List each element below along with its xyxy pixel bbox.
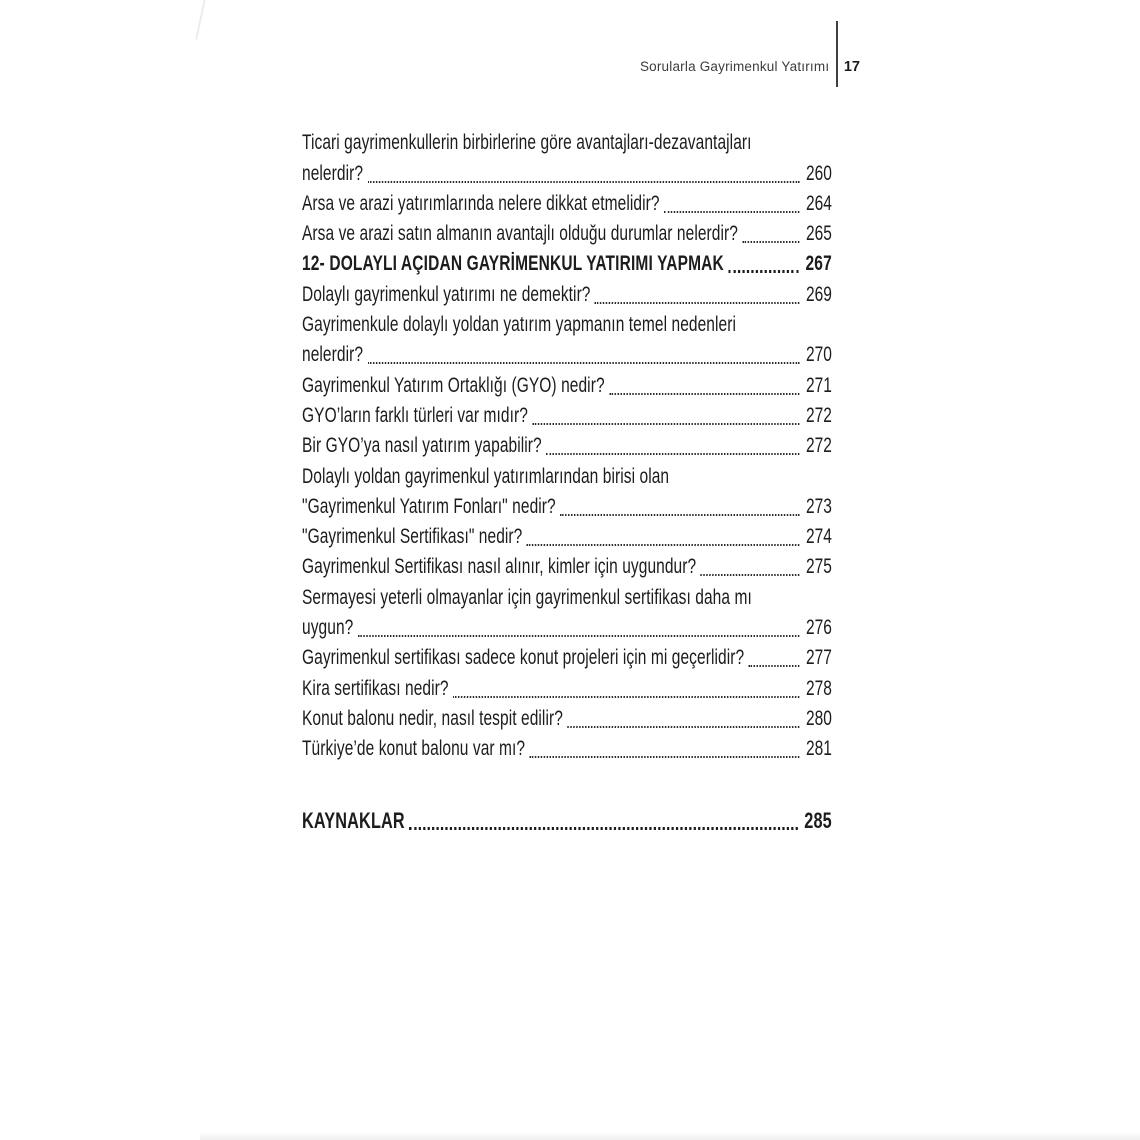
toc-entry [302, 460, 832, 521]
dot-leader [409, 827, 797, 830]
dot-leader [595, 302, 799, 304]
toc-entry-title: Arsa ve arazi satın almanın avantajlı olduğu durumlar nelerdir? [302, 222, 738, 246]
dot-leader [609, 393, 799, 395]
running-title: Sorularla Gayrimenkul Yatırımı [639, 59, 830, 74]
toc-entry-page-number: 265 [805, 222, 832, 246]
toc-entry-title: KAYNAKLAR [302, 807, 405, 833]
toc-entry [302, 400, 832, 430]
toc-line [302, 278, 832, 308]
toc-line [302, 157, 832, 187]
toc-entry-title: Kira sertifikası nedir? [302, 676, 449, 700]
toc-entry-title: Gayrimenkule dolaylı yoldan yatırım yapmanın temel nedenleri [302, 313, 737, 337]
toc-line [302, 309, 832, 339]
toc-entry [302, 733, 832, 763]
toc-entry [302, 703, 832, 733]
toc-line [302, 430, 832, 460]
dot-leader [701, 574, 800, 576]
toc-entry-title: Gayrimenkul Yatırım Ortaklığı (GYO) nedir? [302, 373, 605, 397]
toc-line [302, 804, 832, 834]
toc-entry-page-number: 278 [805, 676, 832, 700]
toc-line [302, 491, 832, 521]
dot-leader [567, 726, 799, 728]
toc-entry-page-number: 274 [805, 525, 832, 549]
toc-entry-title: uygun? [302, 616, 354, 640]
dot-leader [664, 211, 799, 213]
toc-entry [302, 309, 832, 370]
page-edge-artifact [195, 0, 207, 40]
toc-entry [302, 804, 832, 834]
toc-entry-title: Sermayesi yeterli olmayanlar için gayrimenkul sertifikası daha mı [302, 585, 752, 609]
toc-line [302, 612, 832, 642]
toc-entry-page-number: 272 [805, 403, 832, 427]
toc-entry-title: "Gayrimenkul Sertifikası" nedir? [302, 525, 523, 549]
dot-leader [367, 181, 799, 183]
toc-entry-page-number: 280 [805, 706, 832, 730]
toc-entry [302, 278, 832, 308]
toc-entry-title: Dolaylı gayrimenkul yatırımı ne demektir? [302, 282, 591, 306]
dot-leader [546, 453, 799, 455]
toc-line [302, 551, 832, 581]
toc-entry [302, 672, 832, 702]
toc-line [302, 369, 832, 399]
dot-leader [742, 241, 799, 243]
toc-entry-page-number: 272 [805, 434, 832, 458]
table-of-contents [302, 127, 832, 835]
toc-line [302, 218, 832, 248]
toc-line [302, 339, 832, 369]
toc-entry-title: Gayrimenkul Sertifikası nasıl alınır, kimler için uygundur? [302, 555, 697, 579]
toc-entry [302, 248, 832, 278]
toc-entry-title: Ticari gayrimenkullerin birbirlerine göre avantajları-dezavantajları [302, 131, 752, 155]
dot-leader [560, 514, 799, 516]
dot-leader [728, 270, 799, 273]
dot-leader [749, 665, 800, 667]
scan-edge-shadow [200, 1131, 1140, 1140]
toc-entry [302, 218, 832, 248]
toc-entry-title: Arsa ve arazi yatırımlarında nelere dikkat etmelidir? [302, 191, 660, 215]
toc-entry-title: nelerdir? [302, 343, 364, 367]
toc-line [302, 672, 832, 702]
toc-entry [302, 430, 832, 460]
toc-line [302, 521, 832, 551]
toc-entry-title: GYO’ların farklı türleri var mıdır? [302, 403, 528, 427]
toc-entry-title: Konut balonu nedir, nasıl tespit edilir? [302, 706, 563, 730]
toc-entry-title: Türkiye’de konut balonu var mı? [302, 737, 526, 761]
header-divider [836, 21, 838, 87]
toc-line [302, 248, 832, 278]
toc-entry-page-number: 285 [804, 807, 832, 833]
dot-leader [532, 423, 799, 425]
toc-line [302, 581, 832, 611]
toc-entry-page-number: 276 [805, 616, 832, 640]
toc-entry [302, 521, 832, 551]
toc-line [302, 460, 832, 490]
toc-entry-page-number: 267 [805, 252, 832, 276]
toc-entry-title: nelerdir? [302, 161, 364, 185]
toc-entry-page-number: 260 [805, 161, 832, 185]
toc-entry [302, 127, 832, 188]
toc-entry-page-number: 273 [805, 494, 832, 518]
toc-entry-page-number: 275 [805, 555, 832, 579]
toc-entry [302, 642, 832, 672]
dot-leader [530, 756, 800, 758]
toc-entry-page-number: 264 [805, 191, 832, 215]
running-header [640, 21, 860, 87]
dot-leader [527, 544, 799, 546]
dot-leader [358, 635, 800, 637]
toc-entry-title: Bir GYO’ya nasıl yatırım yapabilir? [302, 434, 542, 458]
toc-entry-title: Gayrimenkul sertifikası sadece konut projeleri için mi geçerlidir? [302, 646, 745, 670]
toc-entry-page-number: 277 [805, 646, 832, 670]
toc-line [302, 733, 832, 763]
toc-entry-page-number: 271 [805, 373, 832, 397]
toc-line [302, 400, 832, 430]
toc-entry [302, 188, 832, 218]
toc-entry [302, 581, 832, 642]
toc-entry [302, 551, 832, 581]
toc-line [302, 703, 832, 733]
toc-entry-title: Dolaylı yoldan gayrimenkul yatırımlarından birisi olan [302, 464, 670, 488]
toc-line [302, 188, 832, 218]
toc-entry-page-number: 269 [805, 282, 832, 306]
dot-leader [367, 362, 799, 364]
toc-entry-page-number: 270 [805, 343, 832, 367]
toc-entry-title: 12- DOLAYLI AÇIDAN GAYRİMENKUL YATIRIMI YAPMAK [302, 252, 724, 276]
toc-entry-title: "Gayrimenkul Yatırım Fonları" nedir? [302, 494, 556, 518]
page-number: 17 [843, 59, 860, 75]
toc-line [302, 642, 832, 672]
toc-line [302, 127, 832, 157]
toc-entry-page-number: 281 [805, 737, 832, 761]
dot-leader [453, 696, 799, 698]
toc-entry [302, 369, 832, 399]
